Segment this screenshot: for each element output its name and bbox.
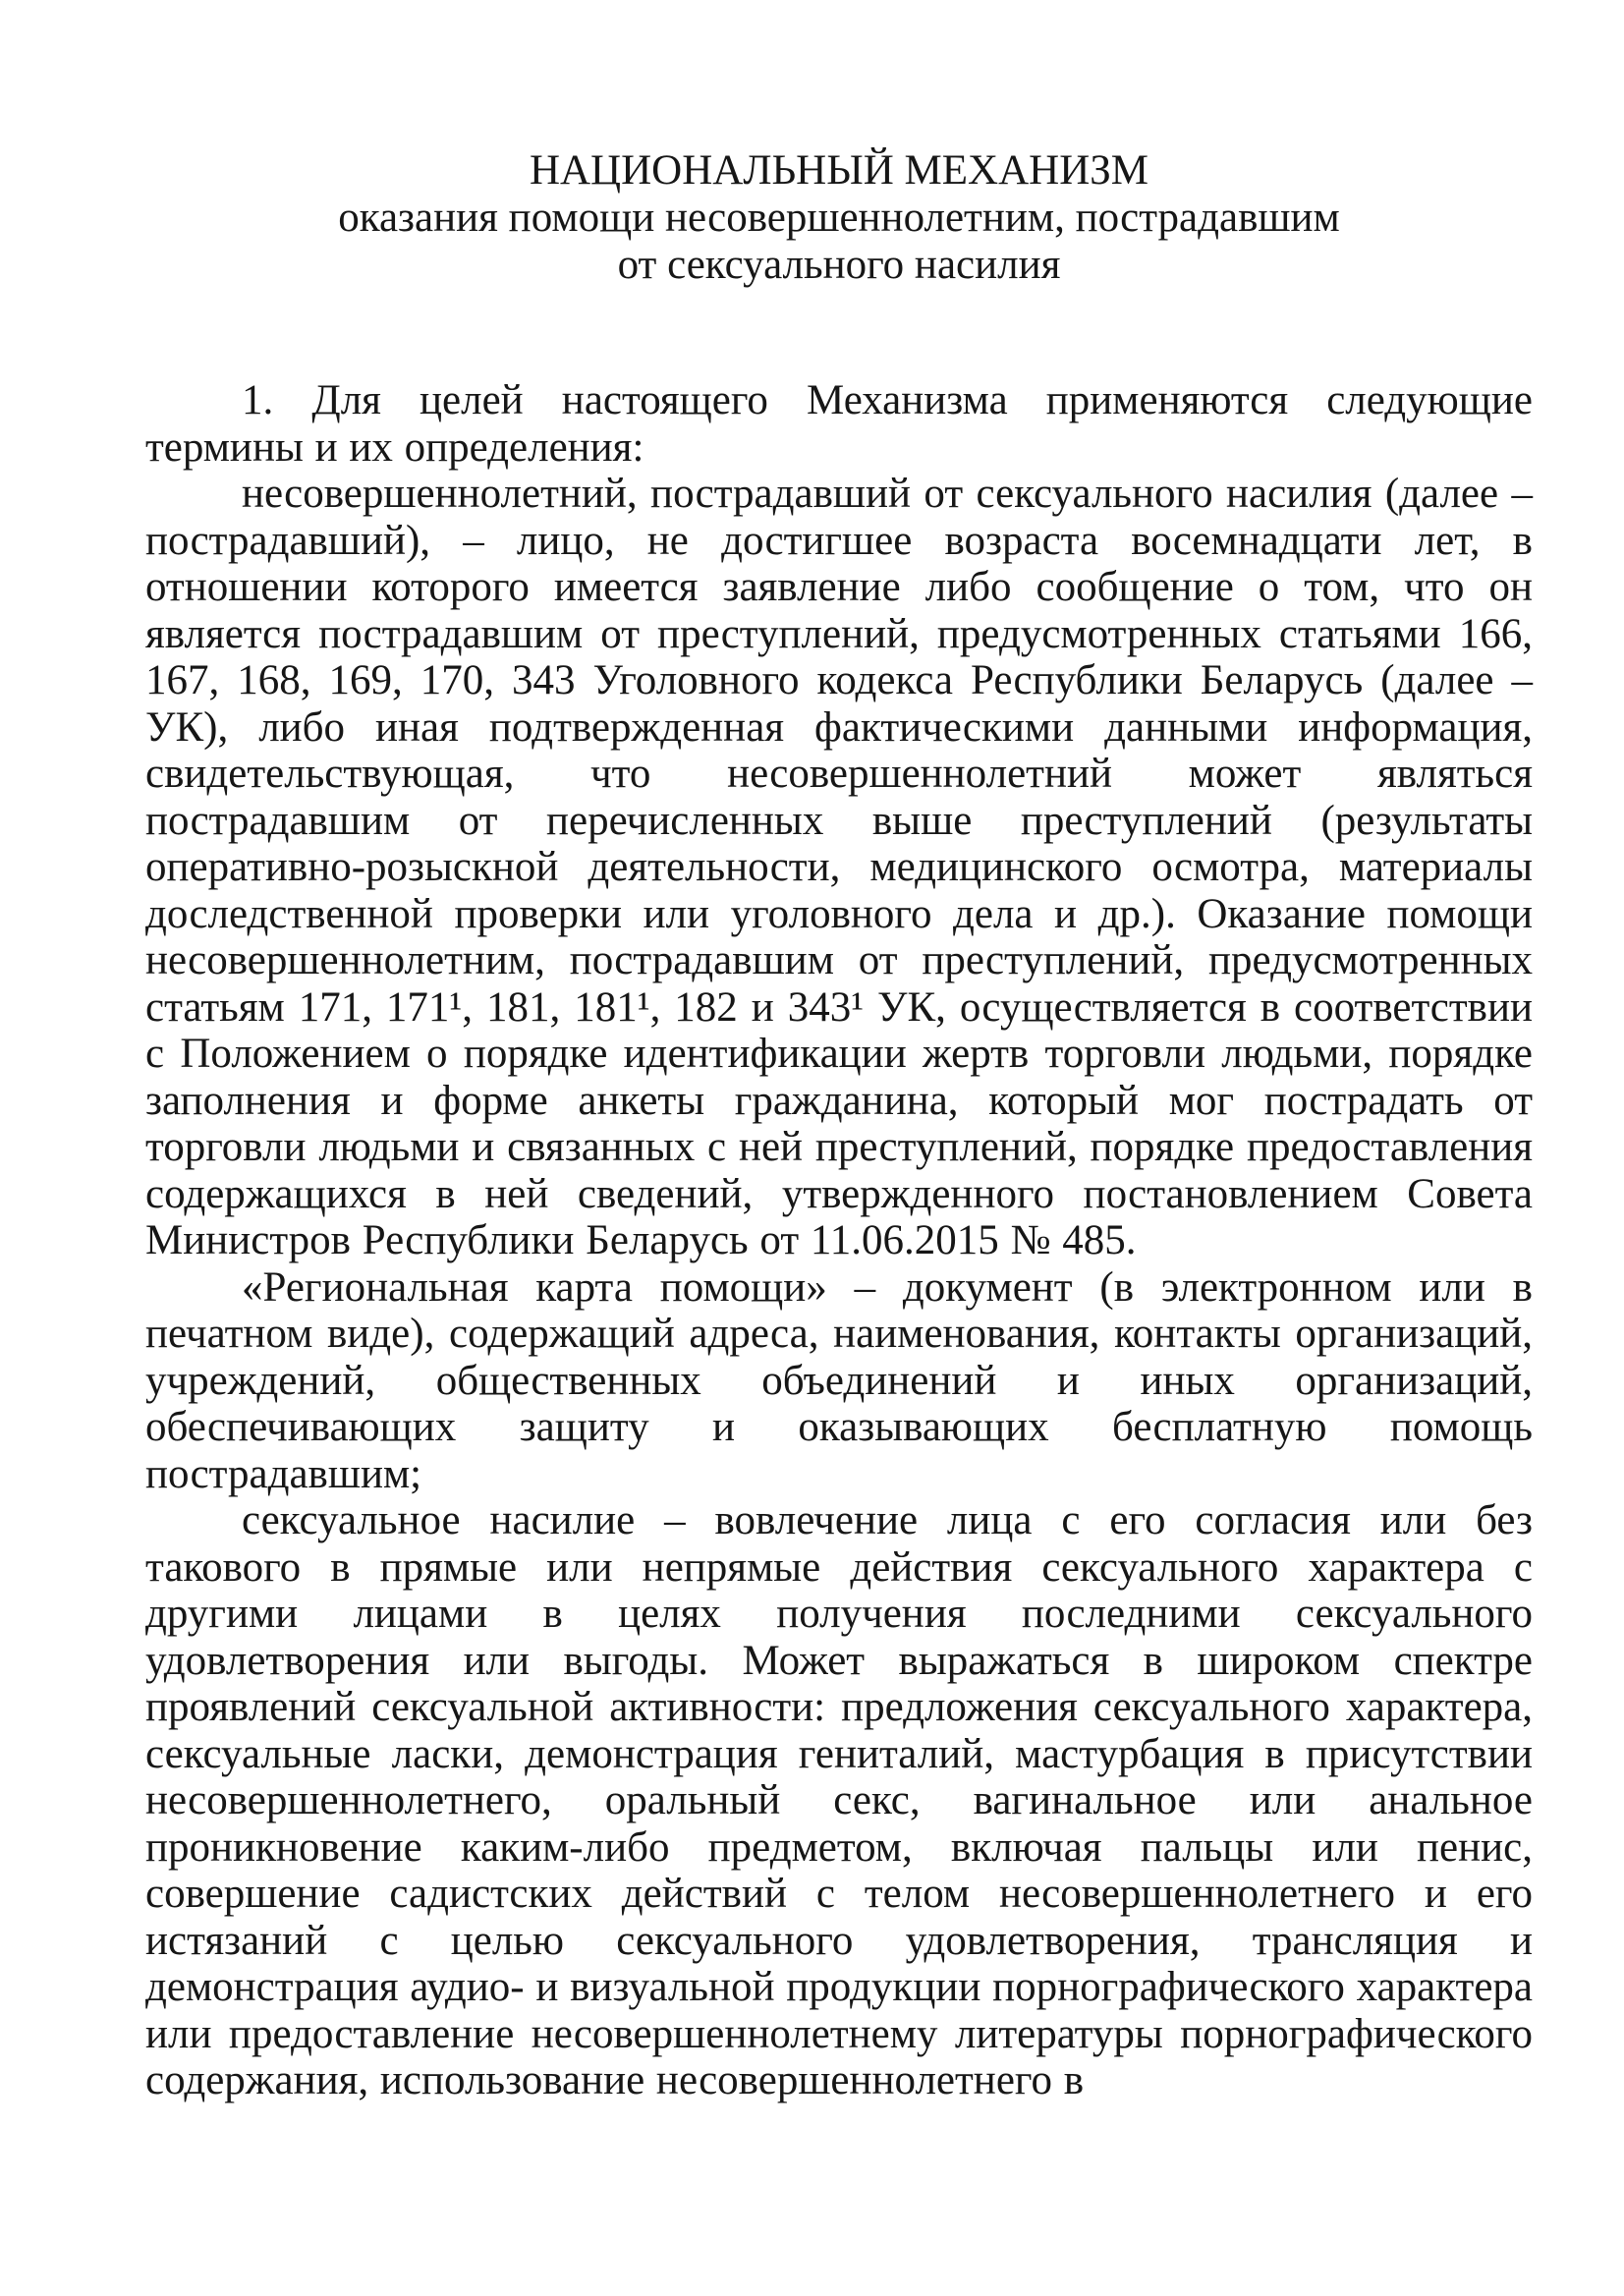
paragraph-regional-help-map-definition: «Региональная карта помощи» – документ (в электронном или в печатном виде), содержащий адреса, наименования, контакты организаций, учреждений, общественных объединений и иных организаций, обеспечивающих защиту и оказывающих бесплатную помощь пострадавшим;	[145, 1263, 1533, 1497]
document-title-line-3: от сексуального насилия	[617, 242, 1061, 288]
document-title-line-1: НАЦИОНАЛЬНЫЙ МЕХАНИЗМ	[529, 147, 1149, 194]
document-content	[145, 147, 1533, 2104]
document-title	[145, 147, 1533, 289]
document-title-line-2: оказания помощи несовершеннолетним, пострадавшим	[338, 195, 1340, 241]
paragraph-minor-victim-definition: несовершеннолетний, пострадавший от сексуального насилия (далее – пострадавший), – лицо, не достигшее возраста восемнадцати лет, в отношении которого имеется заявление либо сообщение о том, что он является пострадавшим от преступлений, предусмотренных статьями 166, 167, 168, 169, 170, 343 Уголовного кодекса Республики Беларусь (далее – УК), либо иная подтвержденная фактическими данными информация, свидетельствующая, что несовершеннолетний может являться пострадавшим от перечисленных выше преступлений (результаты оперативно-розыскной деятельности, медицинского осмотра, материалы доследственной проверки или уголовного дела и др.). Оказание помощи несовершеннолетним, пострадавшим от преступлений, предусмотренных статьям 171, 171¹, 181, 181¹, 182 и 343¹ УК, осуществляется в соответствии с Положением о порядке идентификации жертв торговли людьми, порядке заполнения и форме анкеты гражданина, который мог пострадать от торговли людьми и связанных с ней преступлений, порядке предоставления содержащихся в ней сведений, утвержденного постановлением Совета Министров Республики Беларусь от 11.06.2015 № 485.	[145, 471, 1533, 1263]
document-body	[145, 377, 1533, 2104]
paragraph-definitions-intro: 1. Для целей настоящего Механизма применяются следующие термины и их определения:	[145, 377, 1533, 471]
paragraph-sexual-violence-definition: сексуальное насилие – вовлечение лица с его согласия или без такового в прямые или непрямые действия сексуального характера с другими лицами в целях получения последними сексуального удовлетворения или выгоды. Может выражаться в широком спектре проявлений сексуальной активности: предложения сексуального характера, сексуальные ласки, демонстрация гениталий, мастурбация в присутствии несовершеннолетнего, оральный секс, вагинальное или анальное проникновение каким-либо предметом, включая пальцы или пенис, совершение садистских действий с телом несовершеннолетнего и его истязаний с целью сексуального удовлетворения, трансляция и демонстрация аудио- и визуальной продукции порнографического характера или предоставление несовершеннолетнему литературы порнографического содержания, использование несовершеннолетнего в	[145, 1497, 1534, 2103]
